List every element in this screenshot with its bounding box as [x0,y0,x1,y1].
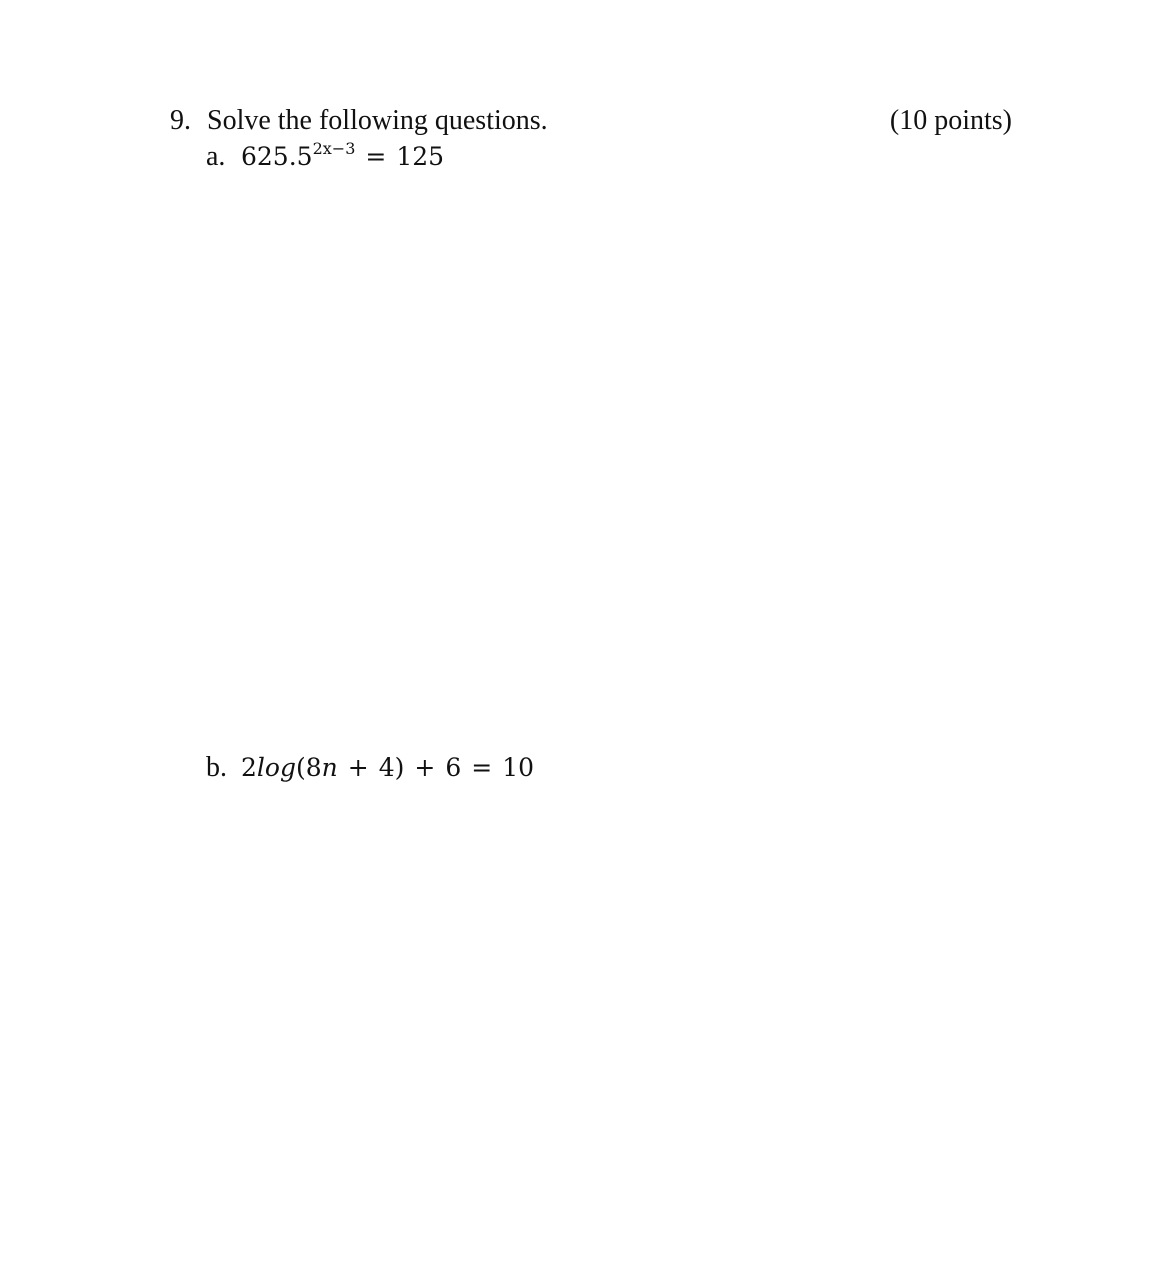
equation-open-paren: ( [295,753,306,782]
equation-rhs: 10 [502,753,534,782]
equation-equals: = [365,142,387,171]
question-points: (10 points) [889,105,1012,136]
equation-plus-2: + [414,753,436,782]
equation-inner-const: 4 [378,753,395,782]
question-prompt: Solve the following questions. [207,105,548,136]
equation-coefficient: 2 [241,753,257,782]
part-a-label: a. [206,141,226,172]
exponent-text: 2x−3 [312,139,356,158]
equation-outer-const: 6 [445,753,462,782]
question-number: 9. [170,105,191,136]
equation-variable: n [321,753,338,782]
equation-rhs: 125 [396,142,445,171]
equation-inner-coef: 8 [305,753,322,782]
equation-exponent [313,139,356,158]
part-b-equation [241,748,534,788]
question-header [170,101,1015,141]
equation-base: 625. [241,142,297,171]
equation-plus-1: + [347,753,369,782]
equation-close-paren: ) [394,753,405,782]
equation-equals: = [471,753,493,782]
part-b-label: b. [206,752,227,783]
equation-power-base: 5 [296,142,313,171]
part-a-equation [241,137,444,177]
equation-function: log [256,753,296,782]
